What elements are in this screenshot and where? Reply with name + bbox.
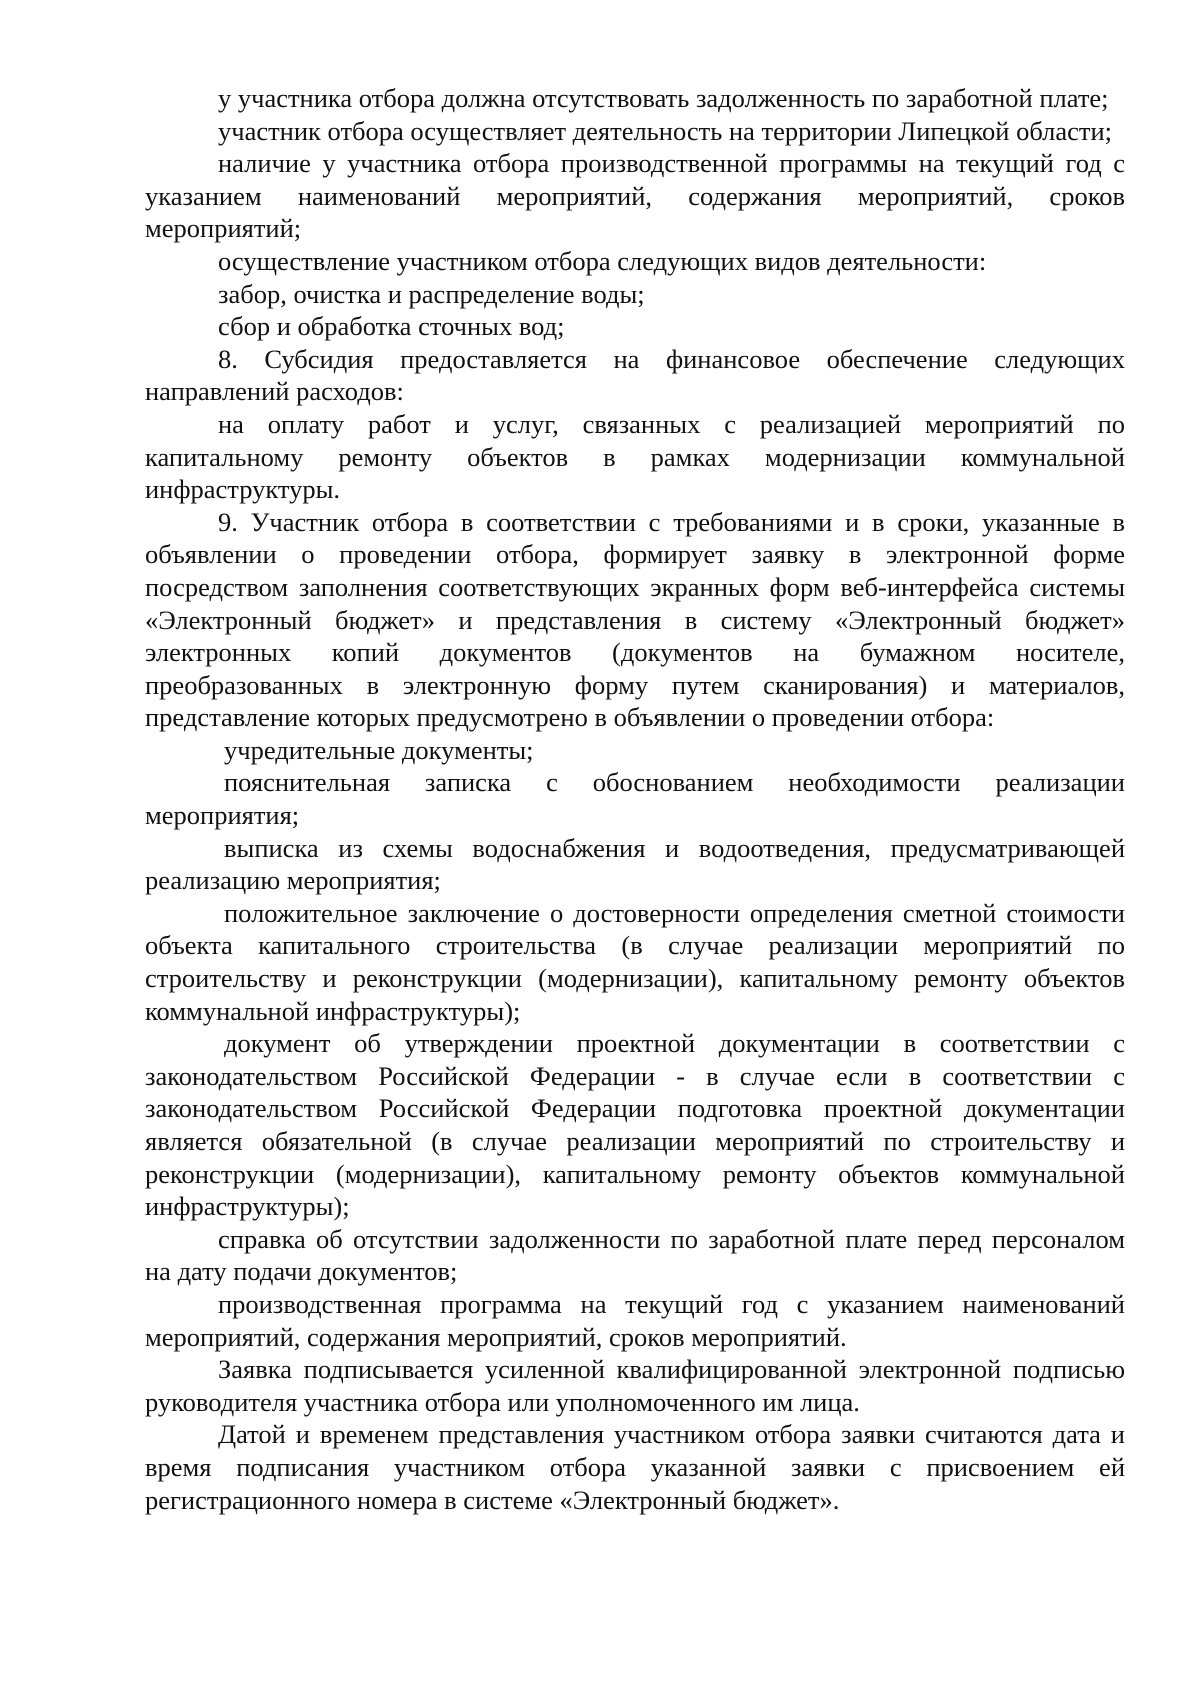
paragraph-cost-estimate-conclusion: положительное заключение о достоверности определения сметной стоимости объекта капитального строительства (в случае реализации мероприятий по строительству и реконструкции (модернизации), капитальному ремонту объектов коммунальной инфраструктуры); (145, 897, 1125, 1026)
paragraph-production-program: наличие у участника отбора производственной программы на текущий год с указанием наименований мероприятий, содержания мероприятий, сроков мероприятий; (145, 148, 1125, 244)
paragraph-activity-types: осуществление участником отбора следующих видов деятельности: (218, 245, 987, 276)
paragraph-capital-repair-payment: на оплату работ и услуг, связанных с реализацией мероприятий по капитальному ремонту объектов в рамках модернизации коммунальной инфраструктуры. (145, 408, 1125, 505)
paragraph-submission-date: Датой и временем представления участником отбора заявки считаются дата и время подписания участником отбора указанной заявки с присвоением ей регистрационного номера в системе «Электронный бюджет». (145, 1419, 1125, 1515)
paragraph-explanatory-note: пояснительная записка с обоснованием необходимости реализации мероприятия; (145, 767, 1125, 831)
paragraph-clause-8: 8. Субсидия предоставляется на финансовое обеспечение следующих направлений расходов: (145, 343, 1125, 407)
paragraph-water-scheme-extract: выписка из схемы водоснабжения и водоотведения, предусматривающей реализацию мероприятия; (145, 832, 1125, 896)
paragraph-no-debt-certificate: справка об отсутствии задолженности по заработной плате перед персоналом на дату подачи документов; (145, 1223, 1125, 1287)
paragraph-clause-9: 9. Участник отбора в соответствии с требованиями и в сроки, указанные в объявлении о проведении отбора, формирует заявку в электронной форме посредством заполнения соответствующих экранных форм веб-интерфейса системы «Электронный бюджет» и представления в систему «Электронный бюджет» электронных копий документов (документов на бумажном носителе, преобразованных в электронную форму путем сканирования) и материалов, представление которых предусмотрено в объявлении о проведении отбора: (145, 506, 1125, 733)
paragraph-project-approval: документ об утверждении проектной документации в соответствии с законодательством Российской Федерации - в случае если в соответствии с законодательством Российской Федерации подготовка проектной документации является обязательной (в случае реализации мероприятий по строительству и реконструкции (модернизации), капитальному ремонту объектов коммунальной инфраструктуры); (145, 1028, 1125, 1222)
document-page (145, 82, 1125, 1516)
paragraph-application-signature: Заявка подписывается усиленной квалифицированной электронной подписью руководителя участника отбора или уполномоченного им лица. (145, 1354, 1125, 1417)
paragraph-founding-documents: учредительные документы; (224, 734, 534, 765)
paragraph-lipetsk-territory: участник отбора осуществляет деятельность на территории Липецкой области; (218, 115, 1113, 146)
paragraph-wastewater: сбор и обработка сточных вод; (218, 311, 565, 342)
paragraph-no-wage-debt: у участника отбора должна отсутствовать задолженность по заработной плате; (218, 83, 1109, 113)
paragraph-water-supply: забор, очистка и распределение воды; (218, 278, 645, 309)
paragraph-production-program-doc: производственная программа на текущий год с указанием наименований мероприятий, содержания мероприятий, сроков мероприятий. (145, 1288, 1125, 1352)
